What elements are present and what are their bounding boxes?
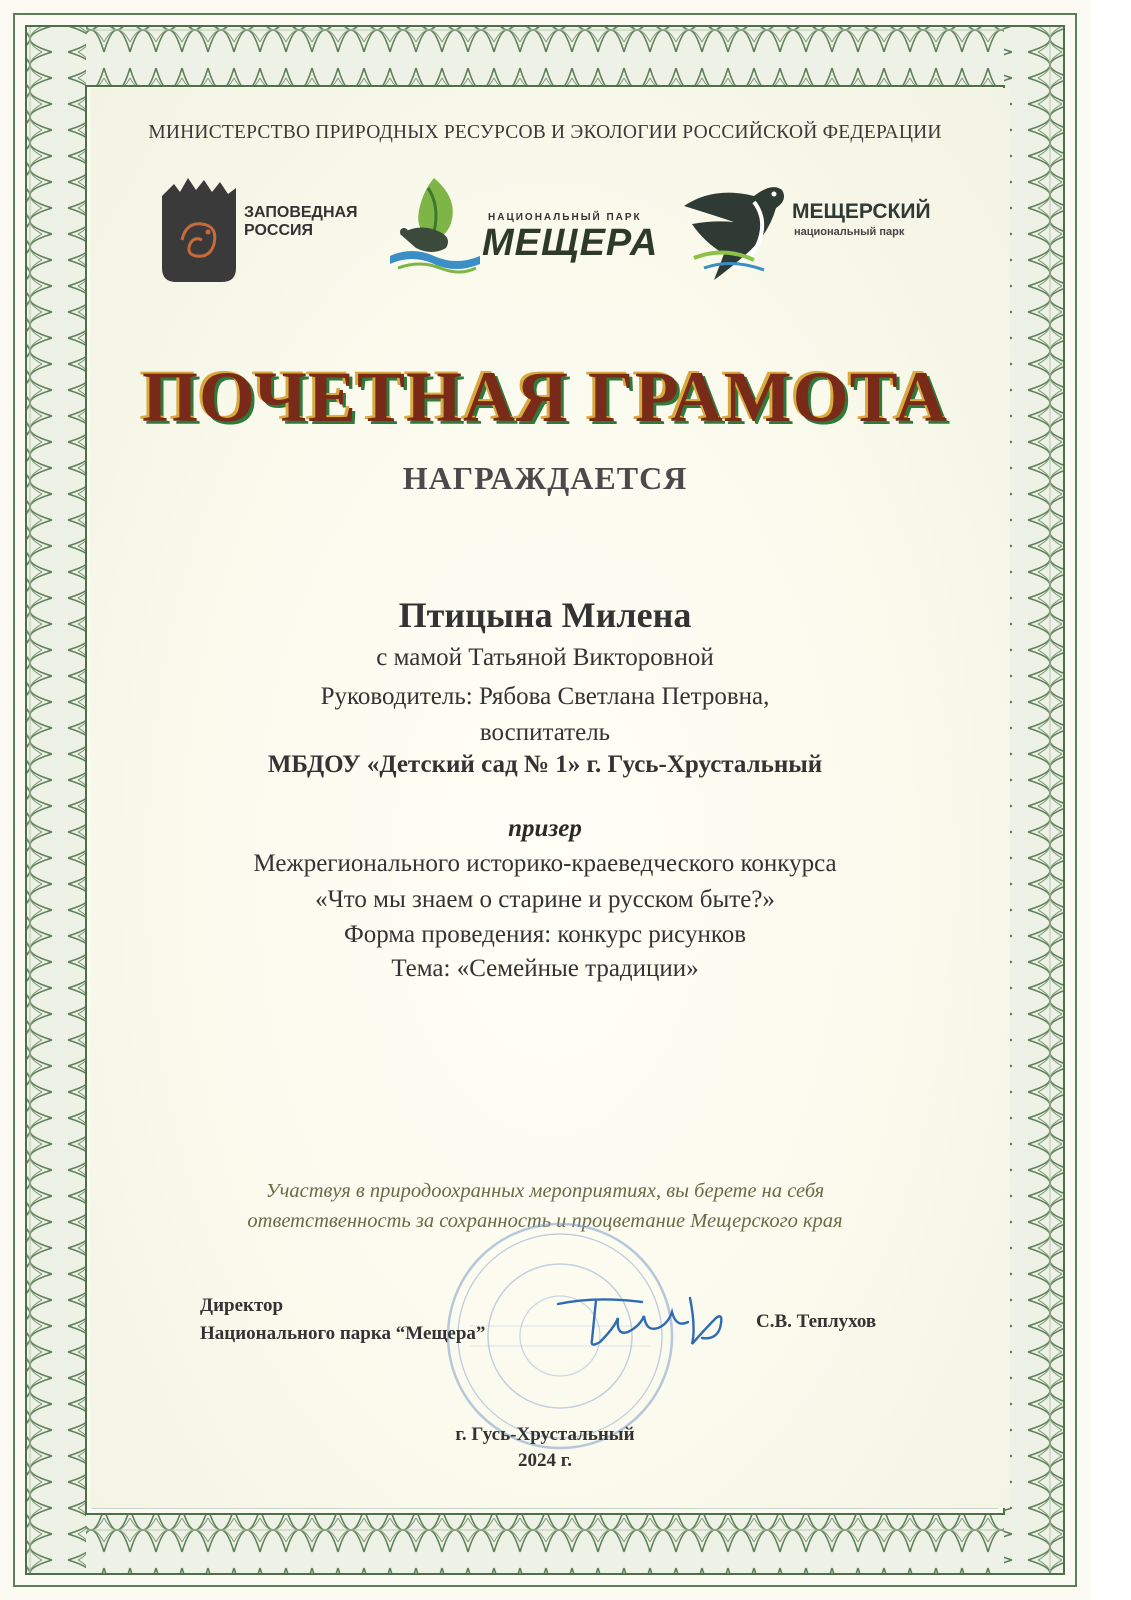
footer-city: г. Гусь-Хрустальный <box>455 1424 635 1445</box>
institution-line: МБДОУ «Детский сад № 1» г. Гусь-Хрустальный <box>267 751 823 778</box>
certificate-title: ПОЧЕТНАЯ ГРАМОТА <box>141 357 949 437</box>
awarded-label: НАГРАЖДАЕТСЯ <box>402 460 688 496</box>
meshchersky-small-label: национальный парк <box>794 226 905 238</box>
meshchersky-bird-logo-icon <box>684 180 788 282</box>
meshchera-park-logo-icon <box>390 176 480 276</box>
zapovednaya-rossiya-logo-icon <box>162 178 236 282</box>
contest-name-line: «Что мы знаем о старине и русском быте?» <box>315 886 775 913</box>
signer-name: С.В. Теплухов <box>756 1311 877 1332</box>
recipient-name: Птицына Милена <box>398 595 692 635</box>
meshchera-small-label: НАЦИОНАЛЬНЫЙ ПАРК <box>488 212 642 223</box>
supervisor-line: Руководитель: Рябова Светлана Петровна, <box>320 683 770 710</box>
contest-line: Межрегионального историко-краеведческого конкурса <box>253 850 837 877</box>
contest-form-line: Форма проведения: конкурс рисунков <box>343 921 747 948</box>
director-position-line1: Директор <box>200 1295 284 1316</box>
footer-year: 2024 г. <box>518 1450 572 1471</box>
motto-line2: ответственность за сохранность и процветание Мещерского края <box>247 1210 843 1232</box>
meshchersky-title: МЕЩЕРСКИЙ <box>792 200 931 223</box>
meshchera-title: МЕЩЕРА <box>482 222 659 264</box>
contest-topic-line: Тема: «Семейные традиции» <box>391 955 699 982</box>
supervisor-role: воспитатель <box>479 719 611 746</box>
motto-line1: Участвуя в природоохранных мероприятиях, вы берете на себя <box>265 1180 825 1202</box>
director-position-line2: Национального парка “Мещера” <box>200 1323 486 1344</box>
handwritten-signature-icon <box>556 1288 736 1358</box>
zapovednaya-line2: РОССИЯ <box>244 222 314 239</box>
with-mother-line: с мамой Татьяной Викторовной <box>376 644 714 671</box>
status-label: призер <box>508 815 582 842</box>
director-title <box>200 1292 485 1348</box>
zapovednaya-line1: ЗАПОВЕДНАЯ <box>244 204 358 221</box>
ministry-header: МИНИСТЕРСТВО ПРИРОДНЫХ РЕСУРСОВ И ЭКОЛОГИИ РОССИЙСКОЙ ФЕДЕРАЦИИ <box>148 122 942 143</box>
